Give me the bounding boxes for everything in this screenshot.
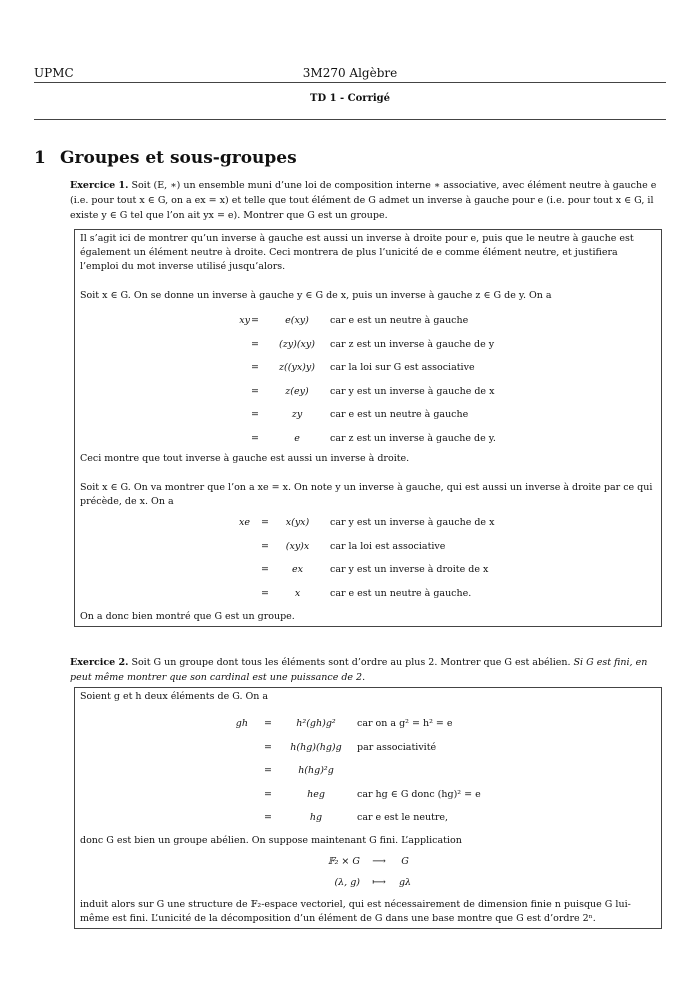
solution-2-paragraph-1: Soient g et h deux éléments de G. On a <box>80 691 269 702</box>
map-arrow: ⟼ <box>372 877 386 888</box>
equation-note: car e est le neutre, <box>357 812 449 823</box>
equation-rhs: zy <box>291 409 303 420</box>
equation-note: car z est un inverse à gauche de y. <box>330 432 496 444</box>
equation-operator: = <box>264 741 272 753</box>
exercise-2-text: Soit G un groupe dont tous les éléments sont d’ordre au plus 2. Montrer que G est abélien. <box>131 657 571 668</box>
equation-note: car y est un inverse à gauche de x <box>330 385 495 397</box>
equation-operator: = <box>264 812 272 823</box>
header-rule <box>34 119 666 120</box>
equation-row <box>0 517 700 531</box>
equation-operator: = <box>251 409 259 420</box>
equation-row <box>0 409 700 423</box>
solution-2-conclusion-2: induit alors sur G une structure de 𝔽₂-espace vectoriel, qui est nécessairement de dimension finie n puisque G lui-même est fini. L’unicité de la décomposition d’un élément de G dans une base montre que G est d’ordre 2ⁿ. <box>80 899 631 924</box>
section-heading <box>34 148 297 168</box>
equation-note: car hg ∈ G donc (hg)² = e <box>357 788 481 800</box>
map-row <box>0 877 700 891</box>
equation-rhs: e(xy) <box>285 315 309 326</box>
equation-lhs: gh <box>235 718 248 729</box>
equation-note: car y est un inverse à droite de x <box>330 564 489 575</box>
exercise-1-statement <box>70 178 666 223</box>
equation-operator: = <box>251 385 259 397</box>
equation-row <box>0 433 700 447</box>
map-domain: 𝔽₂ × G <box>327 856 360 867</box>
equation-row <box>0 339 700 353</box>
exercise-1-text: Soit (E, ∗) un ensemble muni d’une loi de composition interne ∗ associative, avec élément neutre à gauche e (i.e. pour tout x ∈ G, on a ex = x) et telle que tout élément de G admet un inverse à gauche pour e (i.e. pour tout x ∈ G, il existe y ∈ G tel que l’on ait yx = e). Montrer que G est un groupe. <box>70 180 657 221</box>
equation-operator: = <box>261 540 269 552</box>
map-arrow: ⟶ <box>372 856 386 867</box>
equation-operator: = <box>261 564 269 575</box>
solution-1-intro: Il s’agit ici de montrer qu’un inverse à gauche est aussi un inverse à droite pour e, puis que le neutre à gauche est également un élément neutre à droite. Ceci montrera de plus l’unicité de e comme élément neutre, et justifiera l’emploi du mot inverse utilisé jusqu’alors. <box>80 233 634 272</box>
equation-row <box>0 541 700 555</box>
equation-note: car on a g² = h² = e <box>357 718 453 729</box>
equation-rhs: heg <box>307 788 325 800</box>
equation-row <box>0 789 700 803</box>
exercise-1-label: Exercice 1. <box>70 180 129 191</box>
exercise-2-label: Exercice 2. <box>70 657 129 668</box>
equation-operator: = <box>264 718 272 729</box>
equation-note: car z est un inverse à gauche de y <box>330 338 495 350</box>
equation-row <box>0 386 700 400</box>
equation-operator: = <box>264 765 272 776</box>
equation-rhs: h(hg)²g <box>298 765 334 776</box>
solution-1-paragraph-1: Soit x ∈ G. On se donne un inverse à gauche y ∈ G de x, puis un inverse à gauche z ∈ G de y. On a <box>80 290 552 301</box>
equation-row <box>0 742 700 756</box>
equation-operator: = <box>251 315 259 326</box>
equation-operator: = <box>261 587 269 599</box>
equation-lhs: xe <box>239 517 250 528</box>
equation-row <box>0 315 700 329</box>
equation-note: car y est un inverse à gauche de x <box>330 517 495 528</box>
equation-row <box>0 718 700 732</box>
equation-note: car la loi est associative <box>330 540 446 552</box>
solution-1-paragraph-2: Soit x ∈ G. On va montrer que l’on a xe = x. On note y un inverse à gauche, qui est aussi un inverse à droite par ce qui précède, de x. On a <box>80 482 653 507</box>
equation-rhs: e <box>294 432 300 444</box>
equation-rhs: z((yx)y) <box>279 362 315 373</box>
equation-rhs: (xy)x <box>285 540 310 552</box>
page-header <box>34 66 666 83</box>
equation-rhs: x <box>294 587 301 599</box>
equation-operator: = <box>251 338 259 350</box>
equation-row <box>0 765 700 779</box>
equation-lhs: xy <box>239 315 250 326</box>
map-codomain: gλ <box>398 877 412 888</box>
equation-note: car e est un neutre à gauche <box>330 409 469 420</box>
equation-operator: = <box>251 362 259 373</box>
equation-note: car e est un neutre à gauche. <box>330 587 472 599</box>
equation-row <box>0 588 700 602</box>
solution-1-conclusion-2: On a donc bien montré que G est un groupe. <box>80 611 295 622</box>
map-row <box>0 856 700 870</box>
equation-operator: = <box>251 432 259 444</box>
equation-note: car e est un neutre à gauche <box>330 315 469 326</box>
solution-1-conclusion-1: Ceci montre que tout inverse à gauche est aussi un inverse à droite. <box>80 453 410 464</box>
equation-rhs: h²(gh)g² <box>296 718 336 729</box>
map-domain: (λ, g) <box>334 877 360 888</box>
equation-rhs: x(yx) <box>285 517 310 528</box>
header-course: 3M270 Algèbre <box>302 66 398 80</box>
page-subtitle: TD 1 - Corrigé <box>310 93 390 104</box>
header-institution: UPMC <box>34 66 74 80</box>
section-title: Groupes et sous-groupes <box>60 148 297 168</box>
map-codomain: G <box>401 856 409 867</box>
equation-operator: = <box>264 788 272 800</box>
solution-2-conclusion-1: donc G est bien un groupe abélien. On suppose maintenant G fini. L’application <box>80 835 462 846</box>
equation-rhs: (zy)(xy) <box>279 338 315 350</box>
equation-rhs: h(hg)(hg)g <box>290 741 342 753</box>
equation-rhs: hg <box>309 812 323 823</box>
equation-note: par associativité <box>357 741 437 753</box>
section-number: 1 <box>34 148 46 168</box>
equation-row <box>0 362 700 376</box>
equation-rhs: ex <box>292 564 303 575</box>
equation-row <box>0 564 700 578</box>
equation-row <box>0 812 700 826</box>
exercise-2-statement <box>70 655 666 685</box>
equation-note: car la loi sur G est associative <box>330 362 475 373</box>
equation-operator: = <box>261 517 269 528</box>
equation-rhs: z(ey) <box>285 385 309 397</box>
exercise-2-remark: Si G est fini, en peut même montrer que son cardinal est une puissance de 2. <box>70 657 648 683</box>
